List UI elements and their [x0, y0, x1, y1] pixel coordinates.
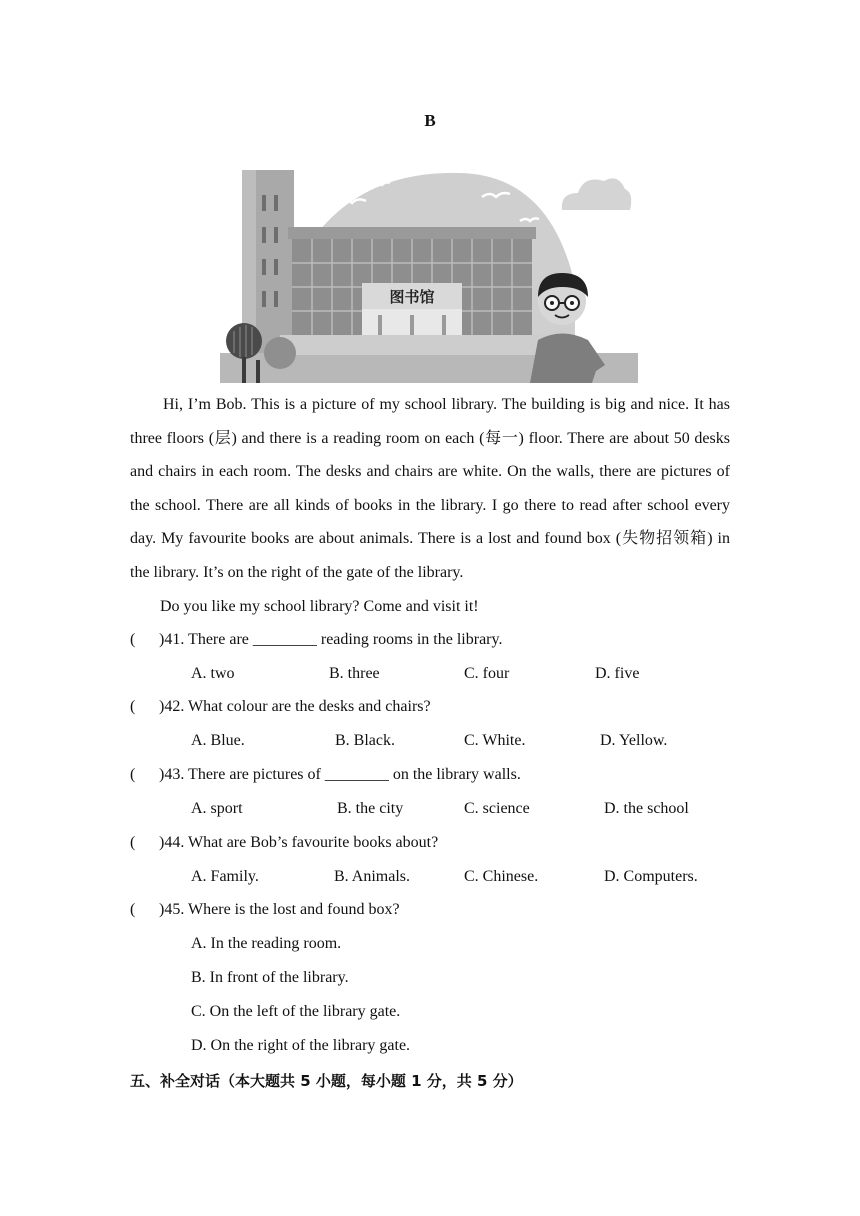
section-five-heading: 五、补全对话（本大题共 5 小题，每小题 1 分，共 5 分） — [130, 1072, 523, 1090]
option-b: B. Black. — [335, 732, 395, 749]
option-b: B. In front of the library. — [191, 969, 349, 986]
option-c: C. Chinese. — [464, 868, 539, 885]
cloud-icon — [562, 178, 631, 210]
question-text: )41. There are ________ reading rooms in the library. — [159, 631, 503, 648]
section-label: B — [424, 111, 436, 130]
answer-paren[interactable]: ( — [130, 766, 136, 783]
option-d: D. the school — [604, 800, 689, 817]
option-a: A. Family. — [191, 868, 259, 885]
option-c: C. White. — [464, 732, 526, 749]
option-b: B. three — [329, 665, 380, 682]
answer-paren[interactable]: ( — [130, 698, 136, 715]
question-text: )43. There are pictures of ________ on the library walls. — [159, 766, 521, 783]
question-text: )42. What colour are the desks and chairs? — [159, 698, 431, 715]
question-text: )44. What are Bob’s favourite books about? — [159, 834, 439, 851]
option-c: C. On the left of the library gate. — [191, 1003, 401, 1020]
option-b: B. the city — [337, 800, 404, 817]
option-a: A. sport — [191, 800, 243, 817]
option-d: D. On the right of the library gate. — [191, 1037, 411, 1054]
option-a: A. Blue. — [191, 732, 245, 749]
answer-paren[interactable]: ( — [130, 901, 136, 918]
passage-paragraph: Hi, I’m Bob. This is a picture of my school library. The building is big and nice. It has three floors (层) and there is a reading room on each (每一) floor. There are about 50 desks and chairs in each room. The desks and chairs are white. On the walls, there are pictures of the school. There are all kinds of books in the library. I go there to read after school every day. My favourite books are about animals. There is a lost and found box (失物招领箱) in the library. It’s on the right of the gate of the library. — [130, 396, 730, 581]
option-c: C. science — [464, 800, 530, 817]
library-illustration — [220, 165, 638, 383]
passage-closing: Do you like my school library? Come and visit it! — [160, 598, 479, 615]
answer-paren[interactable]: ( — [130, 631, 136, 648]
answer-paren[interactable]: ( — [130, 834, 136, 851]
option-d: D. Computers. — [604, 868, 698, 885]
option-d: D. five — [595, 665, 640, 682]
question-text: )45. Where is the lost and found box? — [159, 901, 400, 918]
option-a: A. two — [191, 665, 235, 682]
option-b: B. Animals. — [334, 868, 411, 885]
option-a: A. In the reading room. — [191, 935, 342, 952]
option-d: D. Yellow. — [600, 732, 668, 749]
building-sign: 图书馆 — [389, 288, 435, 306]
option-c: C. four — [464, 665, 510, 682]
